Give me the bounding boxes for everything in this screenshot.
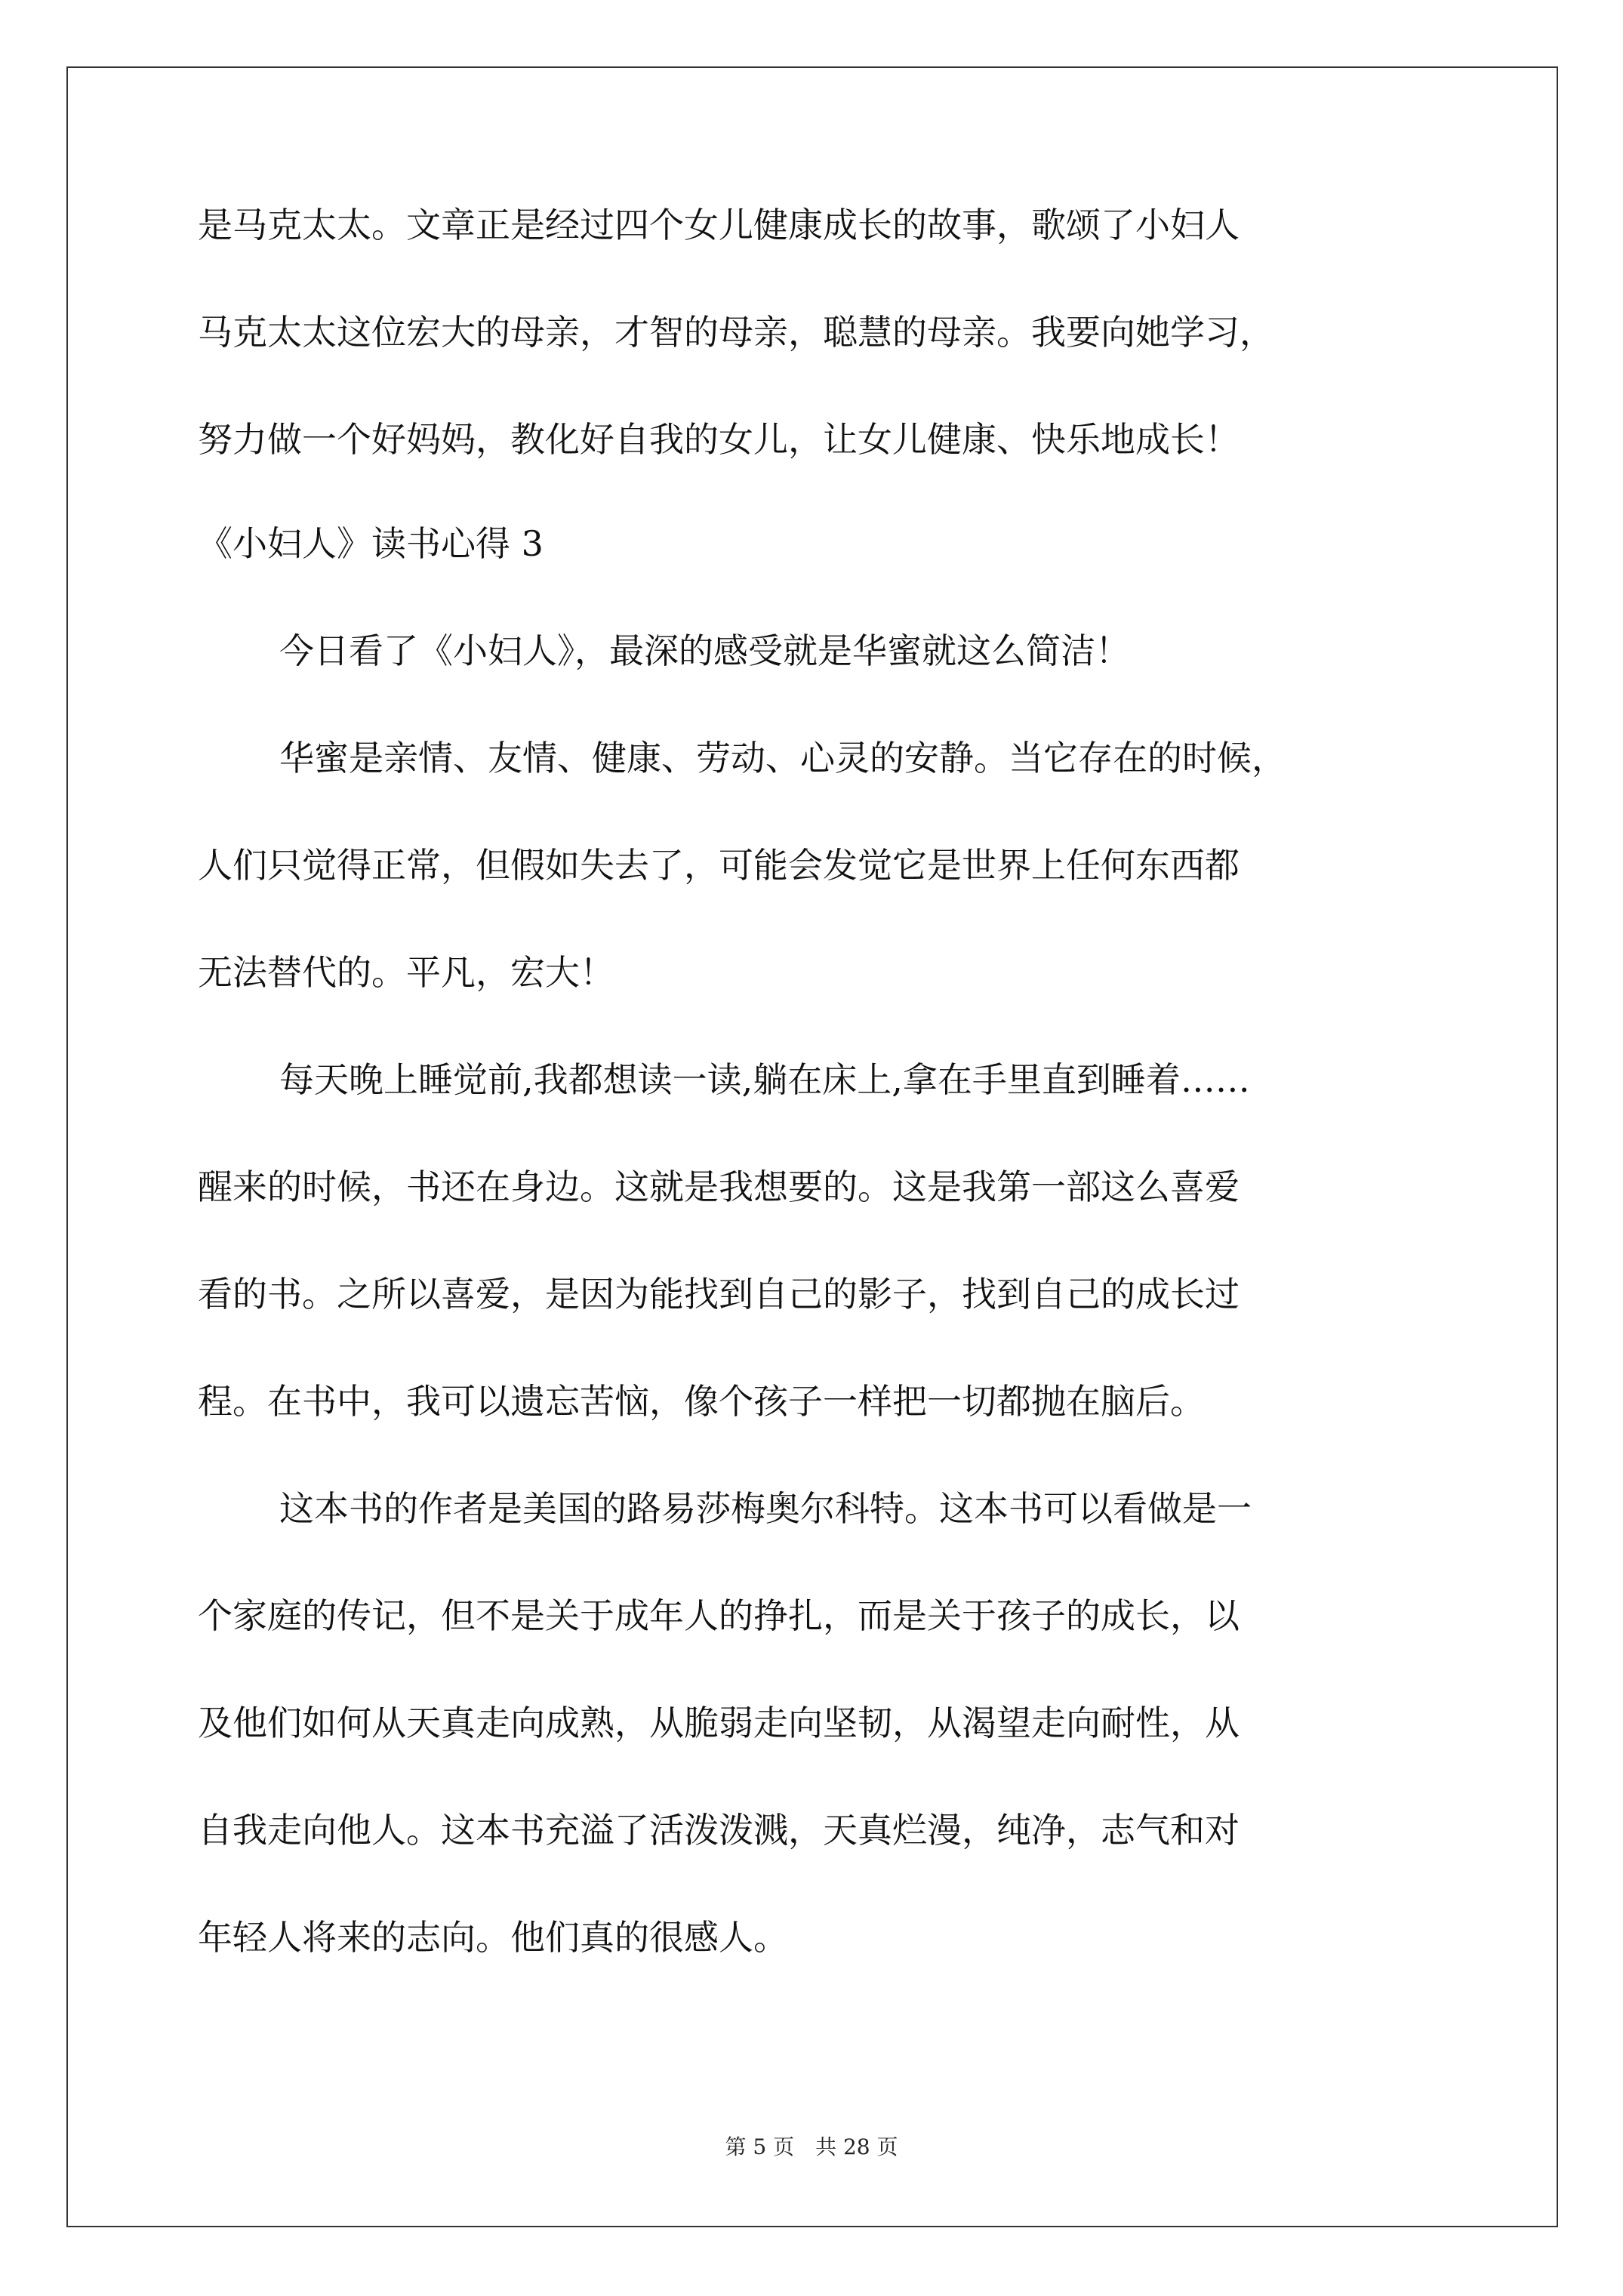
text-line: 自我走向他人。这本书充溢了活泼泼溅，天真烂漫，纯净，志气和对	[198, 1810, 1240, 1851]
text-line: 程。在书中，我可以遗忘苦恼，像个孩子一样把一切都抛在脑后。	[198, 1381, 1205, 1422]
paragraph-start: 这本书的作者是美国的路易莎梅奥尔科特。这本书可以看做是一	[279, 1488, 1252, 1529]
paragraph-start: 今日看了《小妇人》，最深的感受就是华蜜就这么简洁！	[279, 630, 1130, 671]
text-line: 醒来的时候，书还在身边。这就是我想要的。这是我第一部这么喜爱	[198, 1166, 1240, 1207]
text-line: 个家庭的传记，但不是关于成年人的挣扎，而是关于孩子的成长，以	[198, 1595, 1240, 1636]
paragraph-start: 每天晚上睡觉前,我都想读一读,躺在床上,拿在手里直到睡着……	[279, 1059, 1250, 1100]
page-number-footer: 第 5 页 共 28 页	[725, 2134, 898, 2159]
text-line: 马克太太这位宏大的母亲，才智的母亲，聪慧的母亲。我要向她学习，	[198, 312, 1274, 353]
text-line: 看的书。之所以喜爱，是因为能找到自己的影子，找到自己的成长过	[198, 1274, 1240, 1314]
text-line: 是马克太太。文章正是经过四个女儿健康成长的故事，歌颂了小妇人	[198, 205, 1240, 245]
text-line: 努力做一个好妈妈，教化好自我的女儿，让女儿健康、快乐地成长！	[198, 419, 1240, 460]
text-line: 无法替代的。平凡，宏大！	[198, 952, 614, 993]
paragraph-start: 华蜜是亲情、友情、健康、劳动、心灵的安静。当它存在的时候，	[279, 738, 1286, 778]
text-line: 年轻人将来的志向。他们真的很感人。	[198, 1917, 788, 1958]
page-frame	[66, 66, 1558, 2227]
text-line: 及他们如何从天真走向成熟，从脆弱走向坚韧，从渴望走向耐性，从	[198, 1703, 1240, 1743]
section-heading: 《小妇人》读书心得 3	[198, 523, 544, 564]
text-line: 人们只觉得正常，但假如失去了，可能会发觉它是世界上任何东西都	[198, 845, 1240, 886]
